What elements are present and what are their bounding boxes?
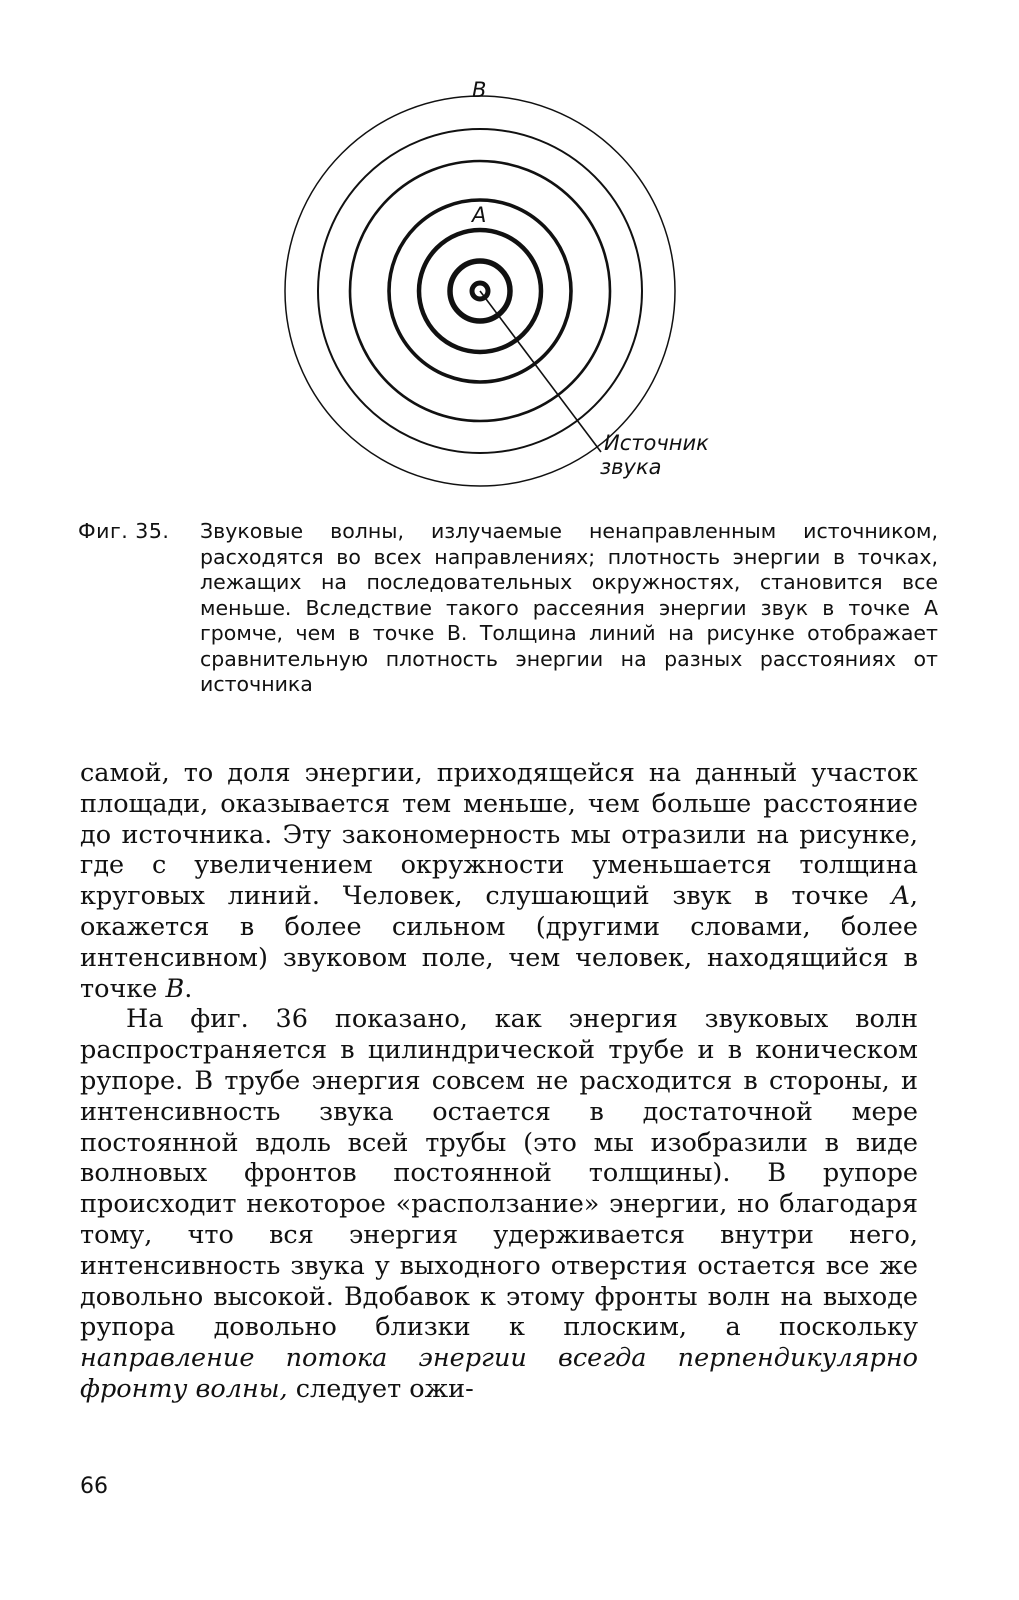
caption-text: Звуковые волны, излучаемые ненаправленным источником, расходятся во всех направлениях; плотность энергии в точках, лежащих на последовательных окружностях, становится все меньше. Вследствие такого рассеяния энергии звук в точке A громче, чем в точке B. Толщина линий на рисунке отображает сравнительную плотность энергии на разных расстояниях от источника <box>200 519 938 696</box>
body-text <box>80 758 918 1405</box>
source-label-line2: звука <box>600 455 662 479</box>
caption-lead: Фиг. 35. <box>78 519 170 543</box>
concentric-waves-figure <box>0 0 1019 500</box>
paragraph-1 <box>80 758 918 1004</box>
paragraph-2-part1: На фиг. 36 показано, как энергия звуковых волн распространяется в цилиндрической трубе и в коническом рупоре. В трубе энергия совсем не расходится в стороны, и интенсивность звука остается в достаточной мере постоянной вдоль всей трубы (это мы изобразили в виде волновых фронтов постоянной толщины). В рупоре происходит некоторое «расползание» энергии, но благодаря тому, что вся энергия удерживается внутри него, интенсивность звука у выходного отверстия остается все же довольно высокой. Вдобавок к этому фронты волн на выходе рупора довольно близки к плоским, а поскольку <box>80 1004 918 1343</box>
source-label-line1: Источник <box>604 431 709 455</box>
paragraph-2-part2: следует ожи- <box>287 1373 474 1404</box>
point-b-reference: B <box>165 973 185 1004</box>
paragraph-1-part2: , окажется в более сильном (другими словами, более интенсивном) звуковом поле, чем человек, находящийся в точке <box>80 881 918 1004</box>
paragraph-2-emphasis: направление потока энергии всегда перпендикулярно фронту волны, <box>80 1343 918 1404</box>
page-number: 66 <box>80 1474 108 1499</box>
figure-caption <box>78 519 938 698</box>
label-a: A <box>472 203 487 227</box>
paragraph-1-part3: . <box>184 973 193 1004</box>
paragraph-1-part1: самой, то доля энергии, приходящейся на данный участок площади, оказывается тем меньше, чем больше расстояние до источника. Эту закономерность мы отразили на рисунке, где с увеличением окружности уменьшается толщина круговых линий. Человек, слушающий звук в точке <box>80 758 918 912</box>
label-b: B <box>472 78 487 102</box>
point-a-reference: A <box>891 881 910 912</box>
paragraph-2 <box>80 1004 918 1404</box>
